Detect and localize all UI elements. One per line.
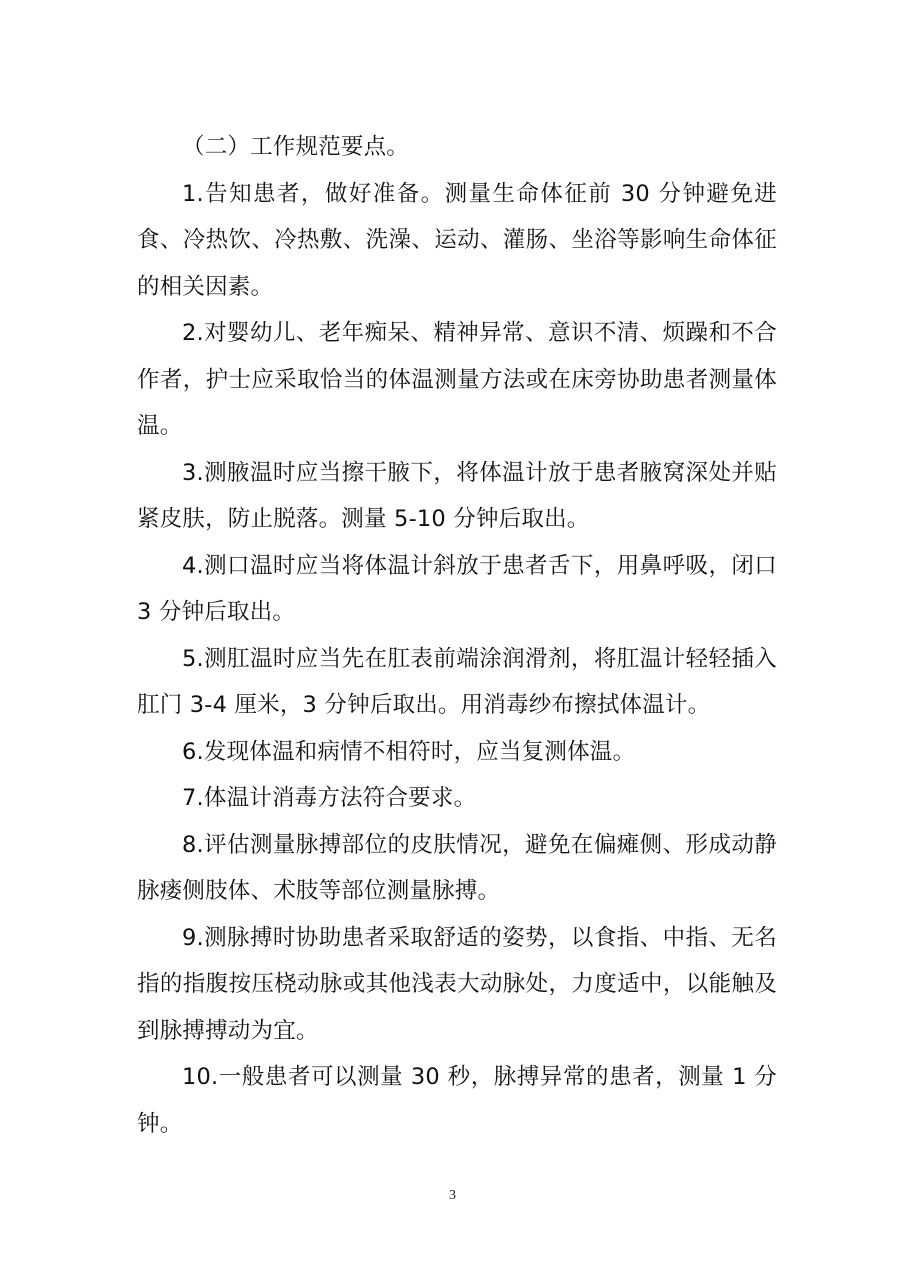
paragraph-item-10: 10.一般患者可以测量 30 秒，脉搏异常的患者，测量 1 分钟。	[137, 1064, 777, 1137]
paragraph-item-4: 4.测口温时应当将体温计斜放于患者舌下，用鼻呼吸，闭口 3 分钟后取出。	[137, 552, 777, 625]
paragraph-item-3: 3.测腋温时应当擦干腋下，将体温计放于患者腋窝深处并贴紧皮肤，防止脱落。测量 5-10 分钟后取出。	[137, 459, 777, 532]
paragraph-item-7: 7.体温计消毒方法符合要求。	[182, 785, 477, 811]
document-body	[137, 124, 777, 1147]
paragraph-item-9: 9.测脉搏时协助患者采取舒适的姿势，以食指、中指、无名指的指腹按压桡动脉或其他浅表大动脉处，力度适中，以能触及到脉搏搏动为宜。	[137, 924, 777, 1044]
paragraph-item-2: 2.对婴幼儿、老年痴呆、精神异常、意识不清、烦躁和不合作者，护士应采取恰当的体温测量方法或在床旁协助患者测量体温。	[137, 320, 777, 439]
paragraph-item-5: 5.测肛温时应当先在肛表前端涂润滑剂，将肛温计轻轻插入肛门 3-4 厘米，3 分钟后取出。用消毒纱布擦拭体温计。	[137, 645, 777, 718]
page-number: 3	[449, 1188, 456, 1203]
paragraph-item-6: 6.发现体温和病情不相符时，应当复测体温。	[182, 738, 636, 765]
paragraph-item-8: 8.评估测量脉搏部位的皮肤情况，避免在偏瘫侧、形成动静脉瘘侧肢体、术肢等部位测量脉搏。	[137, 831, 777, 904]
section-heading: （二）工作规范要点。	[182, 134, 410, 160]
paragraph-item-1: 1.告知患者，做好准备。测量生命体征前 30 分钟避免进食、冷热饮、冷热敷、洗澡、运动、灌肠、坐浴等影响生命体征的相关因素。	[137, 180, 777, 300]
